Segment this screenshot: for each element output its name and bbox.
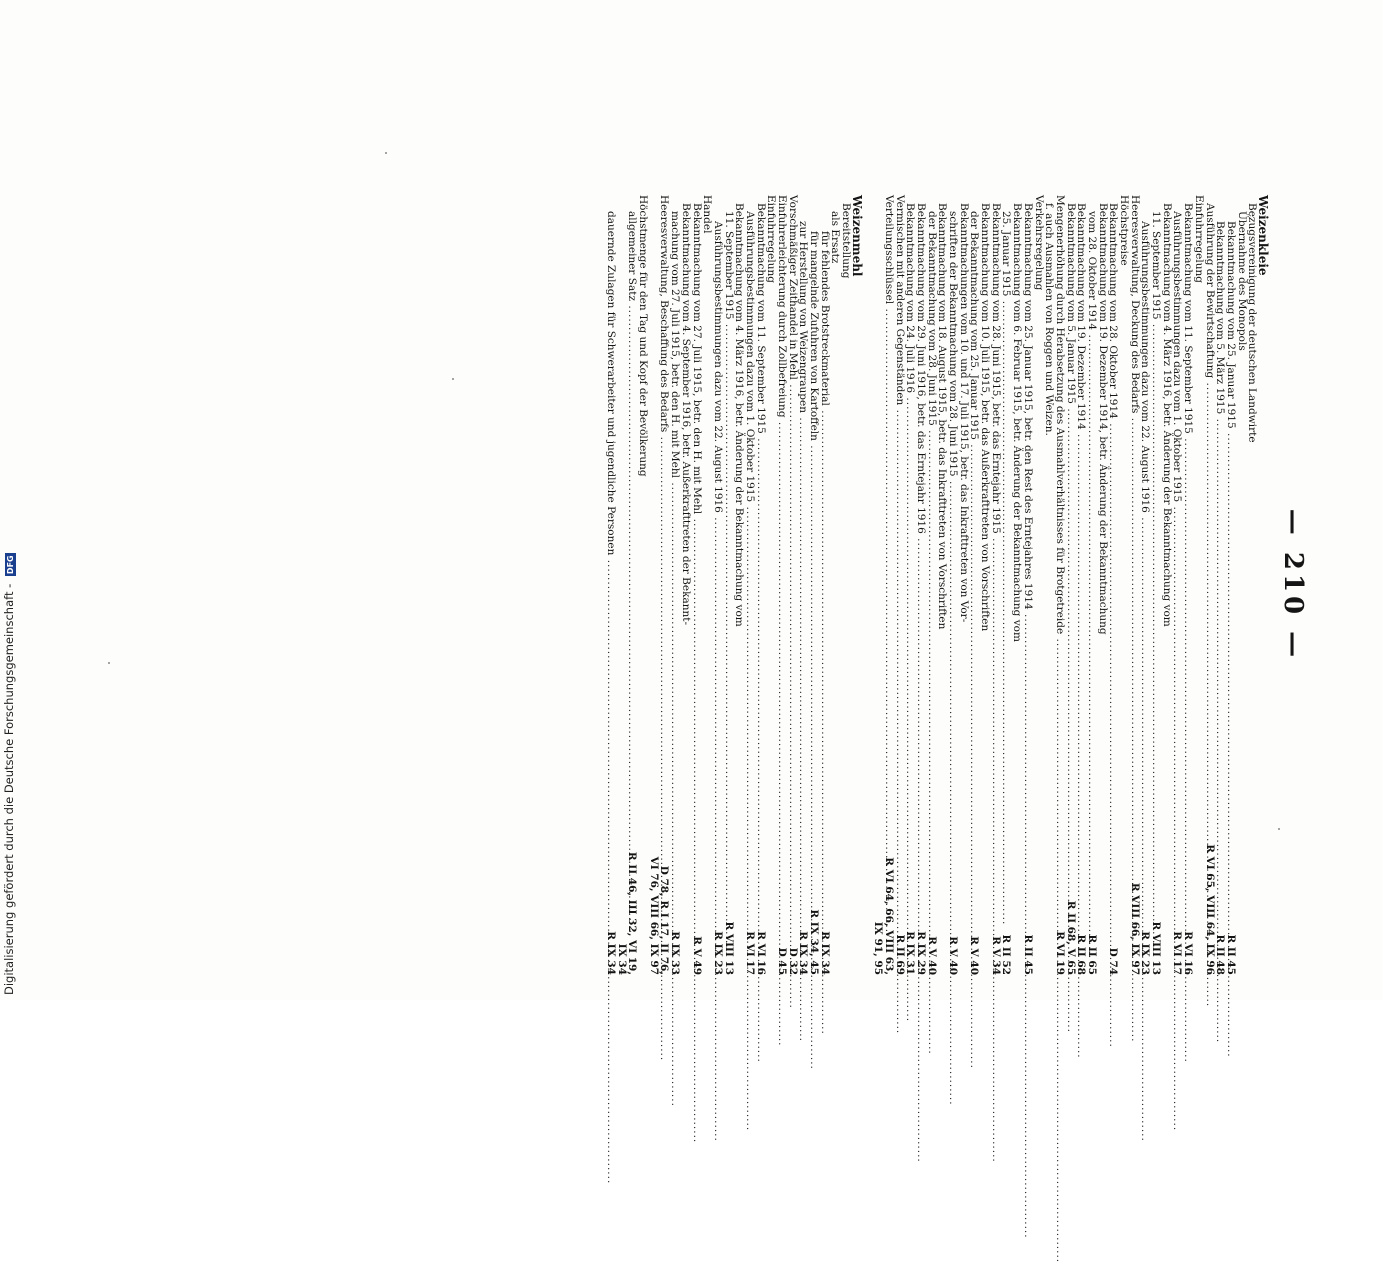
entry-text: Bekanntmachung vom 25. Januar 1915, betr. den Rest des Erntejahres 1914 ..... [1022,203,1033,795]
entry-reference: R V 40 [925,936,938,975]
index-entry [1225,195,1236,975]
entry-text: der Bekanntmachung vom 25. Januar 1915 ..... [969,211,980,795]
entry-text: Bekanntmachung vom 11. September 1915 ..... [755,203,766,795]
entry-text: Bekanntmachung vom 19. Dezember 1914 ..... [1076,203,1087,795]
index-entry [744,195,755,975]
index-entries [605,195,1268,975]
index-entry [979,195,990,975]
entry-text: 11. September 1915 ..... [1150,211,1161,795]
entry-text: Ausführungsbestimmungen dazu vom 1. Oktober 1915 ..... [1172,211,1183,795]
entry-text: Bezugsvereinigung der deutschen Landwirte [1246,203,1259,443]
entry-text: Bekanntmachung vom 18. August 1915, betr. das Inkrafttreten von Vorschriften [936,203,949,630]
entry-reference: R IX 34 [797,931,810,975]
entry-reference: R IX 23 [1139,931,1152,975]
index-heading [1257,195,1268,975]
entry-reference: R II 65 [1086,934,1098,975]
index-entry [1001,195,1012,975]
entry-text: Verteilungsschlüssel ..... [883,195,894,795]
scan-speck [108,662,110,664]
index-entry [883,195,894,975]
entry-text: zur Herstellung von Weizengraupen ..... [798,221,809,795]
entry-text: Mengenerhöhung durch Herabsetzung des Ausmahlverhältnisses für Brotgetreide ..... [1054,195,1065,795]
index-entry [873,195,884,975]
index-entry [627,195,638,975]
entry-reference: R IX 33 [669,931,682,975]
index-entry [969,195,980,975]
entry-text: schriften der Bekanntmachung vom 28. Juni 1915 ..... [947,211,958,795]
entry-reference: R IX 31 [904,931,917,975]
index-entry [1183,195,1194,975]
entry-reference: R IX 23 [711,931,724,975]
entry-text: Einfuhrerleichterung durch Zollbefreiung ..... [776,195,787,795]
entry-text: Bekanntmachung vom 5. März 1915 ..... [1215,221,1226,795]
entry-text: f. auch Ausmahlen von Roggen und Weizen. [1043,203,1056,436]
index-entry [830,195,841,975]
entry-text: Bekanntmachung vom 6. Februar 1915, betr. Änderung der Bekanntmachung vom [1011,203,1024,642]
scan-speck [1278,828,1280,830]
index-entry [616,195,627,975]
entry-text: der Bekanntmachung vom 28. Juni 1915 ..... [926,211,937,795]
entry-text: Verkehrsregelung [1032,195,1045,291]
digitization-credit [2,395,16,995]
entry-text: Bekanntmachung vom 29. Juni 1916, betr. das Erntejahr 1916 ..... [915,203,926,795]
entry-text: Einfuhrregelung [1192,195,1205,283]
index-entry [702,195,713,975]
entry-text: Bekanntmachung vom 4. März 1916, betr. Änderung der Bekanntmachung vom [733,203,746,627]
entry-reference: R VI 19 [1053,931,1066,975]
index-entry [1044,195,1055,975]
entry-reference: R V 40 [947,936,960,975]
entry-text: Ausführungsbestimmungen dazu vom 22. August 1916 ..... [1140,221,1151,795]
index-entry [808,195,819,975]
index-entry [1097,195,1108,975]
index-entry [712,195,723,975]
entry-text: vom 28. Oktober 1914 ..... [1086,211,1097,795]
entry-text: Ausführungsbestimmungen dazu vom 22. August 1916 ..... [712,221,723,795]
index-entry [819,195,830,975]
entry-text: Einfuhrregelung [765,195,778,283]
index-entry [1193,195,1204,975]
index-entry [841,195,852,975]
entry-text: Bekanntmachung vom 28. Juni 1915, betr. das Erntejahr 1915 ..... [990,203,1001,795]
index-entry [905,195,916,975]
entry-text: Vermischen mit anderen Gegenständen ..... [894,195,905,795]
entry-text: Bekanntmachung vom 24. Juli 1916 ..... [905,203,916,795]
index-entry [1086,195,1097,975]
entry-text: 11. September 1915 ..... [723,211,734,795]
entry-text: Übernahme des Monopols [1235,211,1248,351]
index-entry [798,195,809,975]
entry-text: Bekanntmachung vom 11. September 1915 ..... [1182,203,1193,795]
index-entry [1076,195,1087,975]
entry-text: Weizenmehl [849,195,864,277]
index-heading [851,195,862,975]
entry-text: Bekanntmachungen vom 10. und 17. Juli 1915, betr. das Inkrafttreten von Vor- [957,203,970,623]
entry-text: allgemeiner Satz ..... [627,211,638,795]
index-entry [1065,195,1076,975]
page-number: — 210 — [1278,508,1308,662]
entry-reference: R VIII 13 [1150,921,1163,975]
index-entry [926,195,937,975]
entry-text: Ausführungsbestimmungen dazu vom 1. Oktober 1915 ..... [744,211,755,795]
entry-text: Bekanntmachung vom 25. Januar 1915 ..... [1225,221,1236,795]
entry-text: für mangelnde Zufuhren von Kartoffeln ..... [808,231,819,795]
dfg-logo: DFG [6,555,15,575]
entry-reference: R VI 17 [1171,931,1184,975]
entry-text: Vorschmäßiger Zeithandel in Mehl ..... [787,195,798,795]
entry-reference: D 74 [1107,947,1120,975]
scan-speck [385,152,387,154]
entry-reference: IX 34 [615,943,628,975]
entry-text: dauernde Zulagen für Schwerarbeiter und jugendliche Personen ..... [605,211,616,795]
entry-reference: R II 52 [1000,934,1013,975]
index-entry [1033,195,1044,975]
index-entry [776,195,787,975]
entry-reference: R VIII 66, IX 97 [1128,882,1141,975]
entry-text: Bekanntmachung vom 19. Dezember 1914, betr. Änderung der Bekanntmachung [1096,203,1109,635]
index-entry [1140,195,1151,975]
entry-reference: R II 45 [1224,934,1237,975]
index-entry [1012,195,1023,975]
index-entry [915,195,926,975]
index-entry [787,195,798,975]
index-entry [691,195,702,975]
entry-text: 25. Januar 1915 ..... [1001,211,1012,795]
entry-reference: R VI 65, VIII 64, IX 96 [1203,844,1216,975]
entry-text: Handel [701,195,714,234]
index-entry [1108,195,1119,975]
entry-reference: R II 68, V 65 [1064,900,1077,975]
index-entry [1215,195,1226,975]
index-entry [680,195,691,975]
index-entry [1118,195,1129,975]
entry-reference: R IX 34, 45 [808,909,821,975]
index-entry [937,195,948,975]
entry-reference: R VI 16 [1182,931,1195,975]
entry-text: Bekanntmachung vom 4. September 1916, betr. Außerkrafttreten der Bekannt- [679,203,692,626]
entry-reference: R VIII 13 [722,921,735,975]
entry-reference: D 78, R I 17, II 76, [658,865,671,975]
entry-reference: R V 34 [989,936,1002,975]
index-entry [670,195,681,975]
entry-text: Weizenkleie [1256,195,1270,276]
index-entry [648,195,659,975]
index-entry [1150,195,1161,975]
entry-text: Bekanntmachung vom 5. Januar 1915 ..... [1065,203,1076,795]
index-entry [1129,195,1140,975]
index-entry [659,195,670,975]
entry-text: Höchstpreise [1118,195,1131,266]
entry-text: für fehlendes Brotstreckmaterial ..... [819,231,830,795]
index-entry [723,195,734,975]
index-entry [947,195,958,975]
index-entry [755,195,766,975]
entry-reference: D 45 [776,947,789,975]
rotated-index-page [180,195,1310,975]
entry-reference: R V 49 [690,936,703,975]
index-entry [1172,195,1183,975]
entry-text: Bekanntmachung vom 27. Juli 1915, betr. den H. mit Mehl ..... [691,203,702,795]
entry-reference: R II 68 [1075,934,1088,975]
entry-text: Bereitstellung [840,203,853,279]
entry-reference: D 32 [786,947,799,975]
entry-reference: R IX 34 [818,931,831,975]
entry-reference: R II 48 [1214,934,1227,975]
index-entry [958,195,969,975]
entry-text: machung vom 27. Juli 1915, betr. den H. mit Mehl ..... [669,211,680,795]
entry-reference: R II 69 [893,934,906,975]
index-entry [605,195,616,975]
credit-text: Digitalisierung gefördert durch die Deutsche Forschungsgemeinschaft - [2,583,16,995]
entry-reference: VI 76, VIII 66, IX 97 [647,856,660,975]
entry-text: Bekanntmachung vom 10. Juli 1915, betr. das Außerkrafttreten von Vorschriften [979,203,992,632]
entry-reference: R VI 16 [754,931,767,975]
index-entry [1247,195,1258,975]
entry-text: Höchstmenge für den Tag und Kopf der Bevölkerung [637,195,650,477]
entry-text: Ausführung der Bewirtschaftung ..... [1204,203,1215,795]
entry-text: Heeresverwaltung, Deckung des Bedarfs ..... [1129,195,1140,795]
entry-reference: R VI 17 [744,931,756,975]
index-entry [1236,195,1247,975]
index-entry [1161,195,1172,975]
entry-reference: R V 40 [968,936,981,975]
scan-speck [452,378,454,380]
entry-reference: R II 46, III 32, VI 19, [626,851,639,975]
index-entry [1054,195,1065,975]
entry-reference: R IX 29 [915,931,927,975]
index-entry [637,195,648,975]
index-entry [862,195,873,975]
index-entry [894,195,905,975]
entry-text: Bekanntmachung vom 4. März 1916, betr. Änderung der Bekanntmachung vom [1160,203,1173,627]
index-entry [1022,195,1033,975]
entry-reference: R IX 34 [605,931,618,975]
entry-reference: R II 45 [1021,934,1034,975]
index-entry [1204,195,1215,975]
entry-reference: IX 91, 95 [872,921,885,975]
entry-text: Heeresverwaltung, Beschaffung des Bedarfs ..... [659,195,670,795]
entry-reference: R VI 64, 66, VIII 63, [882,857,895,975]
entry-text: Bekanntmachung vom 28. Oktober 1914 ..... [1108,203,1119,795]
index-entry [734,195,745,975]
index-entry [766,195,777,975]
index-entry [990,195,1001,975]
entry-text: als Ersatz [829,211,842,264]
